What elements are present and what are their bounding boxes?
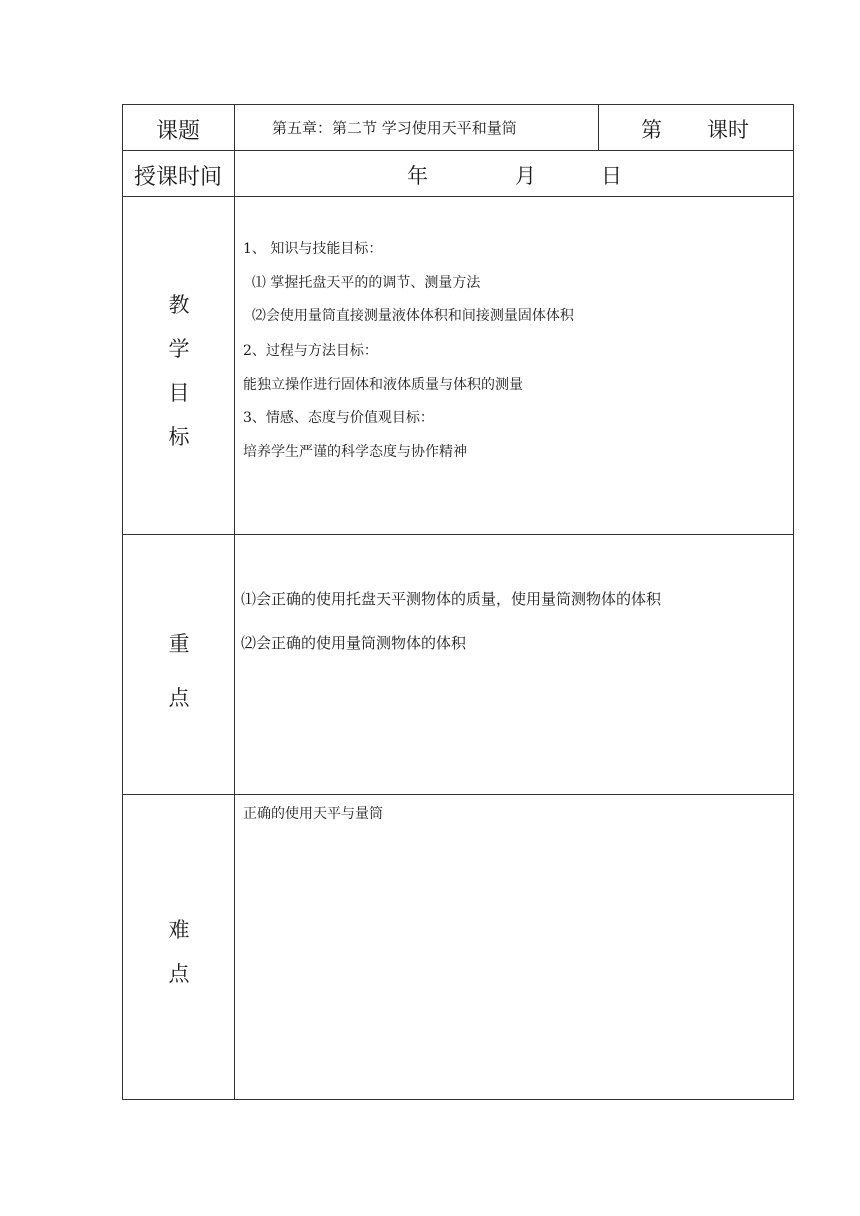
row-divider (122, 150, 794, 151)
key-points-line: ⑵会正确的使用量筒测物体的体积 (241, 634, 467, 652)
time-year: 年 (407, 164, 428, 188)
objectives-label-char: 学 (168, 337, 190, 361)
table-border-top (122, 104, 794, 105)
difficulties-label-char: 难 (168, 918, 190, 942)
key-points-label-char: 点 (168, 686, 190, 710)
key-points-label-char: 重 (168, 632, 190, 656)
objectives-line: ⑴ 掌握托盘天平的的调节、测量方法 (243, 275, 481, 291)
objectives-label-char: 教 (168, 293, 190, 317)
time-month: 月 (515, 164, 536, 188)
objectives-line: 能独立操作进行固体和液体质量与体积的测量 (243, 377, 523, 393)
row-divider (122, 794, 794, 795)
column-divider (234, 104, 235, 1100)
objectives-line: ⑵会使用量筒直接测量液体体积和间接测量固体体积 (243, 308, 574, 324)
objectives-line: 2、过程与方法目标： (243, 343, 378, 359)
time-day: 日 (601, 164, 622, 188)
column-divider (598, 104, 599, 151)
lesson-number-prefix: 第 (641, 118, 662, 142)
objectives-label-char: 目 (168, 381, 190, 405)
subject-label: 课题 (156, 119, 201, 144)
objectives-label-char: 标 (168, 425, 190, 449)
lesson-number-suffix: 课时 (707, 118, 749, 142)
time-label: 授课时间 (134, 165, 223, 190)
objectives-line: 培养学生严谨的科学态度与协作精神 (243, 444, 467, 460)
table-border-bottom (122, 1099, 794, 1100)
difficulties-line: 正确的使用天平与量筒 (243, 806, 383, 822)
subject-value: 第五章：第二节 学习使用天平和量筒 (272, 119, 517, 137)
objectives-line: 3、情感、态度与价值观目标： (243, 410, 434, 426)
row-divider (122, 534, 794, 535)
difficulties-label-char: 点 (168, 962, 190, 986)
table-border-right (793, 104, 794, 1100)
key-points-line: ⑴会正确的使用托盘天平测物体的质量，使用量筒测物体的体积 (241, 590, 662, 608)
table-border-left (122, 104, 123, 1100)
row-divider (122, 196, 794, 197)
objectives-line: 1、 知识与技能目标： (243, 241, 383, 257)
